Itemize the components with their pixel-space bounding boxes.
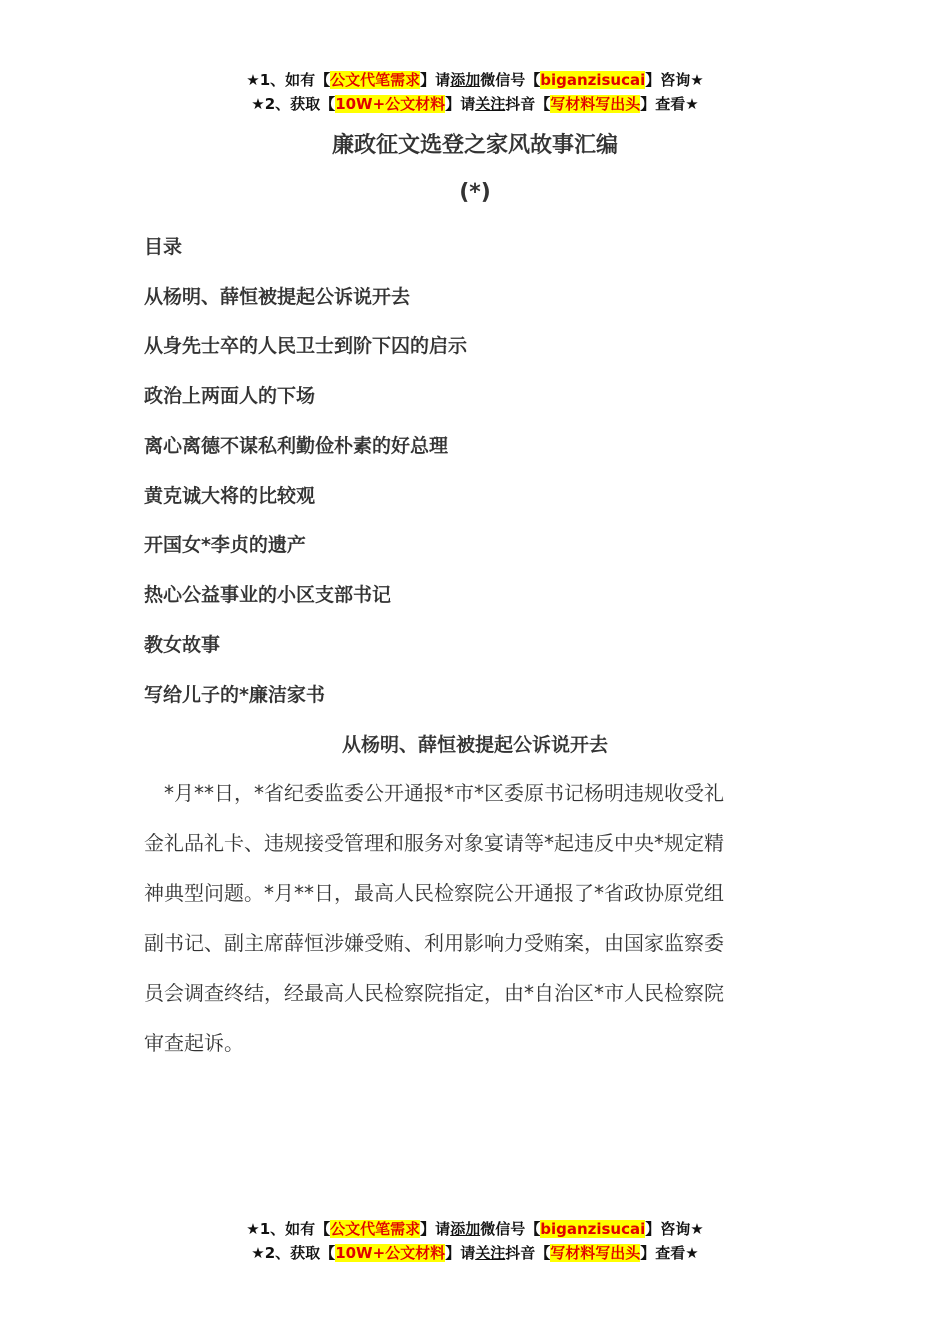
banner-underlined: 添加 — [450, 71, 481, 89]
banner-text: 】查看★ — [640, 95, 699, 113]
toc-heading: 目录 — [144, 236, 183, 258]
highlight-wechat-id: biganzisucai — [540, 1220, 646, 1238]
banner-text: 】查看★ — [640, 1244, 699, 1262]
banner-underlined: 关注 — [475, 1244, 506, 1262]
highlight-materials: 10W+公文材料 — [335, 95, 446, 113]
banner-text: 】请 — [445, 1244, 476, 1262]
banner-text: ★2、获取【 — [251, 95, 336, 113]
toc-item: 写给儿子的*廉洁家书 — [144, 684, 325, 706]
banner-line-2 — [0, 92, 950, 116]
banner-text: 】请 — [445, 95, 476, 113]
toc-item: 热心公益事业的小区支部书记 — [144, 584, 392, 606]
banner-line-1 — [0, 1217, 950, 1241]
document-title: 廉政征文选登之家风故事汇编 — [331, 133, 618, 158]
bottom-banner — [0, 1217, 950, 1265]
highlight-materials: 10W+公文材料 — [335, 1244, 446, 1262]
toc-item: 黄克诚大将的比较观 — [144, 485, 316, 507]
banner-text: ★1、如有【 — [246, 71, 331, 89]
paragraph-line: 审查起诉。 — [144, 1031, 244, 1055]
toc-item: 政治上两面人的下场 — [144, 385, 316, 407]
banner-line-1 — [0, 68, 950, 92]
highlight-service: 公文代笔需求 — [330, 71, 421, 89]
highlight-douyin: 写材料写出头 — [550, 1244, 641, 1262]
banner-text: ★2、获取【 — [251, 1244, 336, 1262]
banner-underlined: 关注 — [475, 95, 506, 113]
paragraph-line: 金礼品礼卡、违规接受管理和服务对象宴请等*起违反中央*规定精 — [144, 831, 724, 855]
section-title: 从杨明、薛恒被提起公诉说开去 — [341, 734, 608, 756]
banner-text: 】咨询★ — [645, 71, 704, 89]
toc-item: 从身先士卒的人民卫士到阶下囚的启示 — [144, 335, 468, 357]
highlight-wechat-id: biganzisucai — [540, 71, 646, 89]
banner-text: 微信号【 — [480, 1220, 541, 1238]
top-banner — [0, 68, 950, 116]
banner-text: 】请 — [420, 1220, 451, 1238]
paragraph-line: 员会调查终结，经最高人民检察院指定，由*自治区*市人民检察院 — [144, 981, 724, 1005]
paragraph-line: 副书记、副主席薛恒涉嫌受贿、利用影响力受贿案，由国家监察委 — [144, 931, 724, 955]
highlight-douyin: 写材料写出头 — [550, 95, 641, 113]
banner-text: 】咨询★ — [645, 1220, 704, 1238]
banner-text: 抖音【 — [505, 95, 551, 113]
highlight-service: 公文代笔需求 — [330, 1220, 421, 1238]
paragraph-line: *月**日，*省纪委监委公开通报*市*区委原书记杨明违规收受礼 — [144, 781, 724, 805]
banner-text: 】请 — [420, 71, 451, 89]
body-paragraph — [144, 768, 824, 1068]
banner-text: 抖音【 — [505, 1244, 551, 1262]
paragraph-line: 神典型问题。*月**日，最高人民检察院公开通报了*省政协原党组 — [144, 881, 724, 905]
toc-item: 从杨明、薛恒被提起公诉说开去 — [144, 286, 411, 308]
banner-underlined: 添加 — [450, 1220, 481, 1238]
banner-line-2 — [0, 1241, 950, 1265]
banner-text: ★1、如有【 — [246, 1220, 331, 1238]
toc-item: 开国女*李贞的遗产 — [144, 534, 306, 556]
banner-text: 微信号【 — [480, 71, 541, 89]
document-subtitle: (*) — [459, 180, 491, 205]
toc-item: 离心离德不谋私利勤俭朴素的好总理 — [144, 435, 449, 457]
toc-item: 教女故事 — [144, 634, 221, 656]
